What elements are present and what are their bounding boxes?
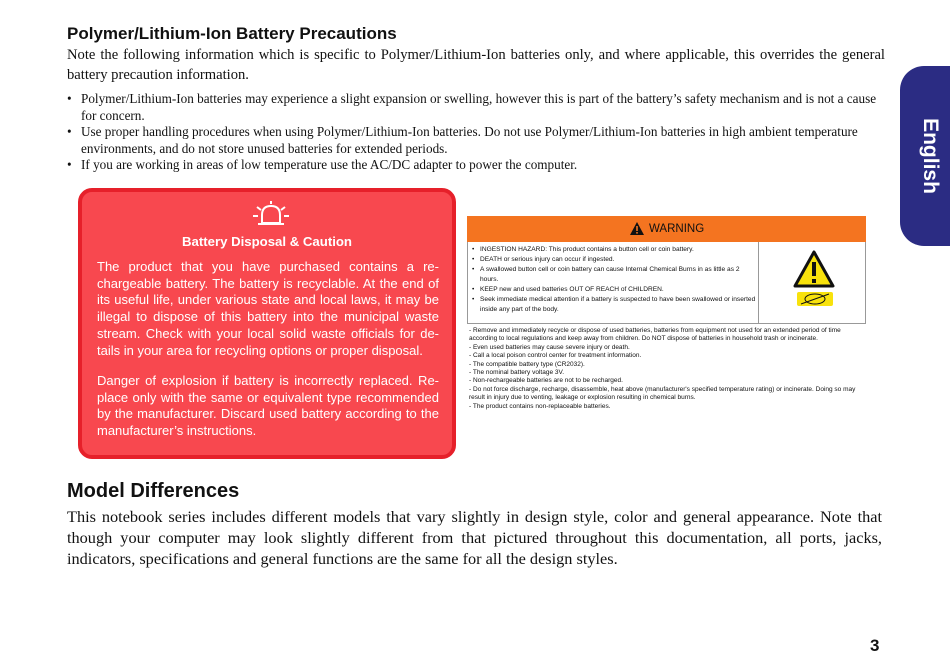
section-title-model-differences: Model Differences	[67, 480, 240, 502]
list-item: • INGESTION HAZARD: This product contains a button cell or coin battery.	[472, 245, 756, 255]
list-item: • A swallowed button cell or coin battery can cause Internal Chemical Burns in as little as 2 hours.	[472, 265, 756, 285]
list-item: • DEATH or serious injury can occur if ingested.	[472, 255, 756, 265]
list-item: - Remove and immediately recycle or dispose of used batteries, batteries from equipment not used for an extended period of time according to local regulations and keep away from children. Do NOT dispose of batteries in household trash or incinerate.	[469, 327, 841, 343]
warning-box	[467, 242, 866, 324]
battery-disposal-caution-box	[78, 188, 456, 459]
section-title-battery-precautions: Polymer/Lithium-Ion Battery Precautions	[67, 24, 397, 43]
list-item: - The compatible battery type (CR2032).	[469, 360, 585, 368]
list-item: • Use proper handling procedures when using Polymer/Lithium-Ion batteries. Do not use Polymer/Lithium-Ion batteries in high ambient temperature environments, and do not store unused batteries for extended periods.	[67, 124, 885, 157]
list-item: • Seek immediate medical attention if a battery is suspected to have been swallowed or inserted inside any part of the body.	[472, 295, 756, 315]
list-item: - Non-rechargeable batteries are not to be recharged.	[469, 377, 623, 385]
list-item: - Even used batteries may cause severe injury or death.	[469, 343, 630, 351]
language-tab-label: English	[919, 118, 942, 194]
caution-paragraph: The product that you have purchased contains a re-chargeable battery. The battery is recyclable. At the end of its useful life, under various state and local laws, it may be illegal to dispose of this battery into the municipal waste stream. Check with your local solid waste officials for de-tails in your area for recycling options or proper disposal.	[97, 259, 439, 358]
section-body: This notebook series includes different models that vary slightly in design style, color and general appearance. Note that though your computer may look slightly different from that pictured throughout this documentation, all ports, jacks, indicators, specifications and general functions are the same for all the design styles.	[67, 507, 882, 568]
warning-header	[467, 216, 866, 242]
caution-title: Battery Disposal & Caution	[181, 234, 352, 249]
divider	[758, 242, 759, 323]
warning-notes	[469, 327, 867, 411]
page-number: 3	[870, 636, 880, 655]
warning-header-label: WARNING	[649, 223, 705, 235]
warning-label	[467, 216, 867, 428]
precautions-list	[67, 91, 885, 174]
list-item: • Polymer/Lithium-Ion batteries may experience a slight expansion or swelling, however this is part of the battery’s safety mechanism and is not a cause for concern.	[67, 91, 885, 124]
list-item: - The nominal battery voltage 3V.	[469, 369, 565, 377]
caution-paragraph: Danger of explosion if battery is incorrectly replaced. Re-place only with the same or equivalent type recommended by the manufacturer. Discard used battery according to the manufacturer’s instructions.	[97, 373, 439, 439]
list-item: - Call a local poison control center for treatment information.	[469, 352, 642, 360]
warning-triangle-icon	[793, 250, 835, 288]
coin-battery-icon	[797, 292, 833, 306]
language-tab[interactable]	[900, 66, 950, 246]
list-item: - The product contains non-replaceable batteries.	[469, 402, 611, 410]
warning-triangle-icon	[630, 222, 644, 235]
alarm-bell-icon	[252, 201, 290, 227]
warning-items	[472, 245, 756, 315]
list-item: - Do not force discharge, recharge, disassemble, heat above (manufacturer's specified temperature rating) or incinerate. Doing so may result in injury due to venting, leakage or explosion resulting in chemical burns.	[469, 385, 856, 402]
section-intro: Note the following information which is specific to Polymer/Lithium-Ion batteries only, and where applicable, this overrides the general battery precaution information.	[67, 47, 885, 83]
list-item: • If you are working in areas of low temperature use the AC/DC adapter to power the computer.	[67, 157, 885, 174]
list-item: • KEEP new and used batteries OUT OF REACH of CHILDREN.	[472, 285, 756, 295]
